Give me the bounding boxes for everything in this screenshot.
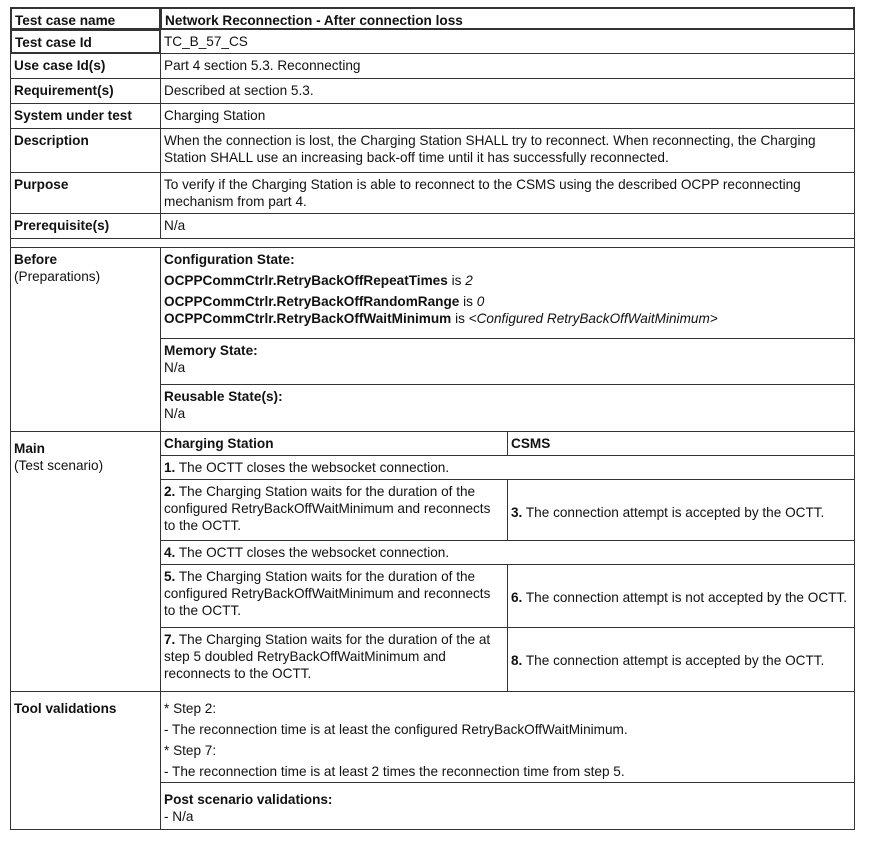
memory-title: Memory State: [164, 343, 258, 358]
post-scenario-validations [160, 782, 855, 830]
before-subtitle: (Preparations) [14, 269, 101, 284]
config-value: <Configured RetryBackOffWaitMinimum> [468, 311, 718, 326]
validation-line: * Step 2: [164, 701, 217, 716]
header-csms: CSMS [507, 431, 855, 456]
label-requirements: Requirement(s) [10, 78, 161, 104]
validation-line: * Step 7: [164, 743, 217, 758]
step-4 [160, 540, 855, 565]
step-3 [507, 479, 855, 541]
label-before [10, 247, 161, 432]
step-number: 4. [164, 545, 176, 560]
configuration-state [160, 247, 855, 339]
reusable-title: Reusable State(s): [164, 389, 283, 404]
value-test-case-name: Network Reconnection - After connection loss [160, 7, 855, 30]
step-text: The OCTT closes the websocket connection. [178, 545, 450, 560]
step-text: The Charging Station waits for the duration of the configured RetryBackOffWaitMinimum and reconnects to the OCTT. [164, 569, 491, 618]
before-title: Before [14, 252, 58, 267]
step-text: The connection attempt is accepted by the OCTT. [525, 653, 825, 668]
label-test-case-id: Test case Id [10, 29, 161, 54]
label-use-case-id: Use case Id(s) [10, 53, 161, 79]
main-subtitle: (Test scenario) [14, 458, 104, 473]
step-1 [160, 455, 855, 480]
config-key: OCPPCommCtrlr.RetryBackOffWaitMinimum [164, 311, 452, 326]
step-text: The Charging Station waits for the duration of the at step 5 doubled RetryBackOffWaitMinimum and reconnects to the OCTT. [164, 632, 491, 681]
step-7 [160, 627, 508, 692]
step-number: 6. [511, 590, 523, 605]
label-main [10, 431, 161, 692]
header-charging-station: Charging Station [160, 431, 508, 456]
step-5 [160, 564, 508, 628]
memory-state [160, 338, 855, 385]
config-title: Configuration State: [164, 252, 295, 267]
step-number: 1. [164, 460, 176, 475]
step-number: 5. [164, 569, 176, 584]
label-prerequisites: Prerequisite(s) [10, 213, 161, 239]
value-use-case-id: Part 4 section 5.3. Reconnecting [160, 53, 855, 79]
tool-validations [160, 691, 855, 783]
value-test-case-id: TC_B_57_CS [160, 29, 855, 54]
value-system-under-test: Charging Station [160, 103, 855, 129]
step-number: 2. [164, 484, 176, 499]
step-8 [507, 627, 855, 692]
memory-value: N/a [164, 360, 186, 375]
step-text: The connection attempt is not accepted by the OCTT. [525, 590, 848, 605]
step-2 [160, 479, 508, 541]
step-text: The OCTT closes the websocket connection. [178, 460, 450, 475]
label-tool-validations: Tool validations [10, 691, 161, 830]
label-system-under-test: System under test [10, 103, 161, 129]
reusable-state [160, 384, 855, 432]
config-is: is [463, 294, 473, 309]
step-text: The Charging Station waits for the duration of the configured RetryBackOffWaitMinimum and reconnects to the OCTT. [164, 484, 491, 533]
value-description: When the connection is lost, the Charging Station SHALL try to reconnect. When reconnecting, the Charging Station SHALL use an increasing back-off time until it has successfully reconnected. [160, 128, 855, 173]
config-value: 0 [476, 294, 485, 309]
step-number: 8. [511, 653, 523, 668]
value-prerequisites: N/a [160, 213, 855, 239]
value-purpose: To verify if the Charging Station is able to reconnect to the CSMS using the described OCPP reconnecting mechanism from part 4. [160, 172, 855, 214]
value-requirements: Described at section 5.3. [160, 78, 855, 104]
config-key: OCPPCommCtrlr.RetryBackOffRandomRange [164, 294, 460, 309]
validation-line: - The reconnection time is at least 2 times the reconnection time from step 5. [164, 764, 625, 779]
validation-line: - The reconnection time is at least the configured RetryBackOffWaitMinimum. [164, 722, 628, 737]
label-purpose: Purpose [10, 172, 161, 214]
post-title: Post scenario validations: [164, 792, 333, 807]
reusable-value: N/a [164, 406, 186, 421]
step-text: The connection attempt is accepted by the OCTT. [525, 505, 825, 520]
step-number: 7. [164, 632, 176, 647]
main-title: Main [14, 441, 45, 456]
config-value: 2 [465, 273, 473, 288]
step-number: 3. [511, 505, 523, 520]
config-key: OCPPCommCtrlr.RetryBackOffRepeatTimes [164, 273, 448, 288]
step-6 [507, 564, 855, 628]
config-is: is [455, 311, 465, 326]
config-is: is [451, 273, 462, 288]
label-test-case-name: Test case name [10, 7, 161, 30]
post-value: - N/a [164, 809, 194, 824]
label-description: Description [10, 128, 161, 173]
